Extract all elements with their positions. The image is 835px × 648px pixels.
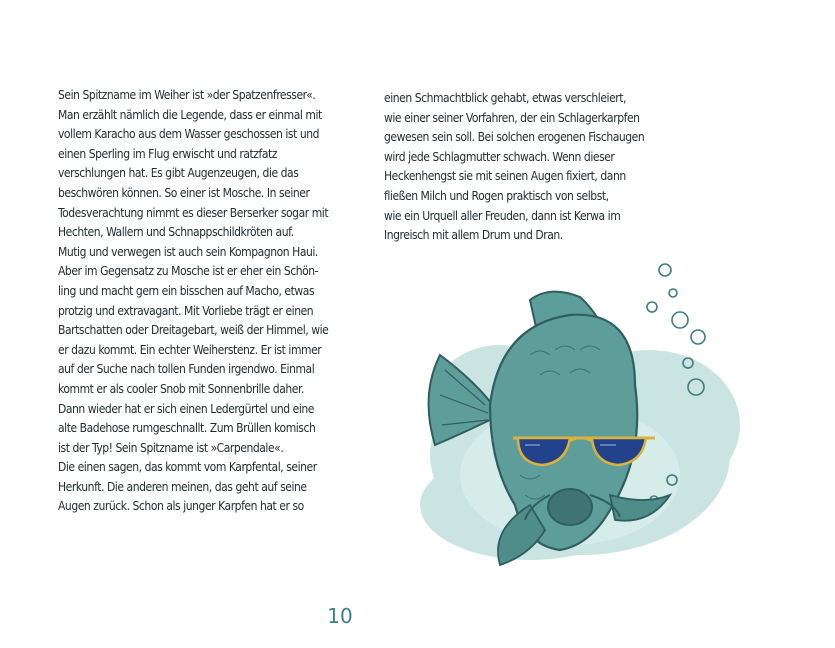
text-line: er dazu kommt. Ein echter Weiherstenz. Er ist immer (58, 342, 322, 357)
text-line: verschlungen hat. Es gibt Augenzeugen, die das (58, 166, 299, 181)
text-line: vollem Karacho aus dem Wasser geschossen ist und (58, 127, 320, 142)
text-line: einen Sperling im Flug erwischt und ratzfatz (58, 146, 278, 161)
right-text-column (384, 89, 644, 246)
text-line: Hechten, Wallern und Schnappschildkröten auf. (58, 225, 294, 240)
text-line: ist der Typ! Sein Spitzname ist »Carpendale«. (58, 440, 284, 455)
left-text-column (58, 86, 328, 517)
text-line: einen Schmachtblick gehabt, etwas verschleiert, (384, 91, 627, 105)
text-line: Todesverachtung nimmt es dieser Berserker sogar mit (58, 205, 329, 220)
fish-illustration-icon (380, 255, 780, 575)
text-line: ling und macht gern ein bisschen auf Macho, etwas (58, 283, 315, 298)
text-line: Aber im Gegensatz zu Mosche ist er eher ein Schön- (58, 264, 319, 279)
text-line: Bartschatten oder Dreitagebart, weiß der Himmel, wie (58, 323, 329, 338)
page-number: 10 (327, 604, 353, 628)
text-line: auf der Suche nach tollen Funden irgendwo. Einmal (58, 362, 315, 377)
text-line: wie ein Urquell aller Freuden, dann ist Kerwa im (384, 208, 621, 223)
text-line: Man erzählt nämlich die Legende, dass er einmal mit (58, 107, 322, 122)
text-line: Herkunft. Die anderen meinen, das geht auf seine (58, 479, 307, 494)
text-line: gewesen sein soll. Bei solchen erogenen Fischaugen (384, 130, 645, 145)
text-line: alte Badehose rumgeschnallt. Zum Brüllen komisch (58, 421, 316, 436)
text-line: Mutig und verwegen ist auch sein Kompagnon Haui. (58, 244, 318, 259)
text-line: kommt er als cooler Snob mit Sonnenbrille daher. (58, 381, 304, 396)
text-line: protzig und extravagant. Mit Vorliebe trägt er einen (58, 303, 314, 318)
text-line: Ingreisch mit allem Drum und Dran. (384, 228, 563, 243)
text-line: wie einer seiner Vorfahren, der ein Schlagerkarpfen (384, 110, 640, 125)
text-line: Dann wieder hat er sich einen Ledergürtel und eine (58, 401, 314, 416)
text-line: Sein Spitzname im Weiher ist »der Spatzenfresser«. (58, 88, 316, 102)
text-line: beschwören können. So einer ist Mosche. In seiner (58, 185, 310, 200)
text-line: fließen Milch und Rogen praktisch von selbst, (384, 188, 609, 203)
text-line: wird jede Schlagmutter schwach. Wenn dieser (384, 149, 615, 164)
text-line: Heckenhengst sie mit seinen Augen fixiert, dann (384, 169, 626, 184)
text-line: Die einen sagen, das kommt vom Karpfental, seiner (58, 460, 317, 475)
text-line: Augen zurück. Schon als junger Karpfen hat er so (58, 499, 304, 514)
